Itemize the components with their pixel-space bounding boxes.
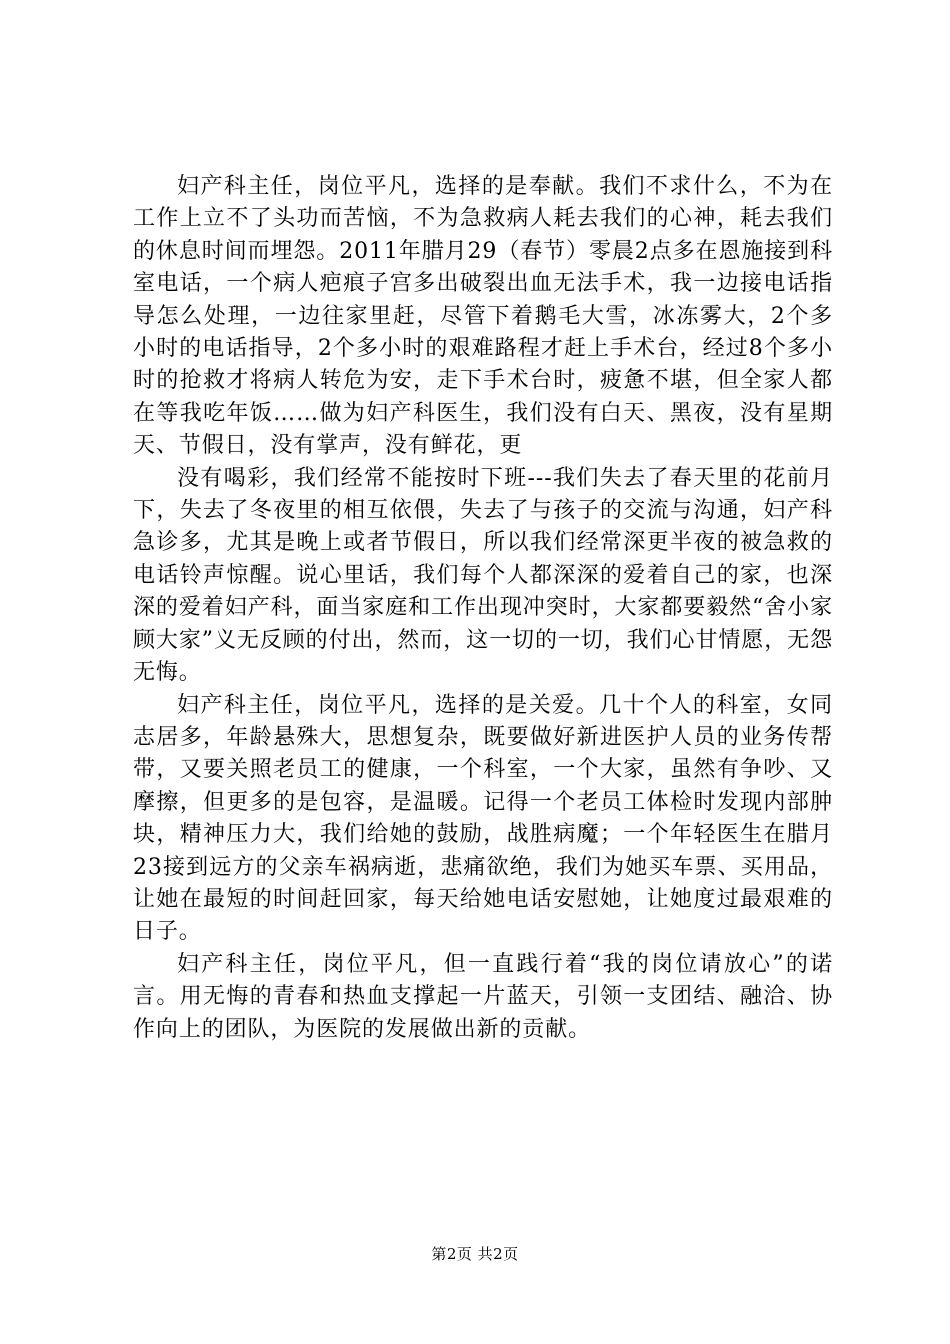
paragraph-1: 妇产科主任，岗位平凡，选择的是奉献。我们不求什么，不为在工作上立不了头功而苦恼，不为急救病人耗去我们的心神，耗去我们的休息时间而埋怨。2011年腊月29（春节）零晨2点多在恩施接到科室电话，一个病人疤痕子宫多出破裂出血无法手术，我一边接电话指导怎么处理，一边往家里赶，尽管下着鹅毛大雪，冰冻雾大，2个多小时的电话指导，2个多小时的艰难路程才赶上手术台，经过8个多小时的抢救才将病人转危为安，走下手术台时，疲惫不堪，但全家人都在等我吃年饭……做为妇产科医生，我们没有白天、黑夜，没有星期天、节假日，没有掌声，没有鲜花，更 <box>133 174 833 459</box>
paragraph-4: 妇产科主任，岗位平凡，但一直践行着“我的岗位请放心”的诺言。用无悔的青春和热血支撑起一片蓝天，引领一支团结、融洽、协作向上的团队，为医院的发展做出新的贡献。 <box>133 951 833 1042</box>
page-number-footer: 第2页 共2页 <box>431 1245 519 1263</box>
document-body <box>133 171 833 1046</box>
paragraph-2: 没有喝彩，我们经常不能按时下班---我们失去了春天里的花前月下，失去了冬夜里的相互依偎，失去了与孩子的交流与沟通，妇产科急诊多，尤其是晚上或者节假日，所以我们经常深更半夜的被急救的电话铃声惊醒。说心里话，我们每个人都深深的爱着自己的家，也深深的爱着妇产科，面当家庭和工作出现冲突时，大家都要毅然“舍小家顾大家”义无反顾的付出，然而，这一切的一切，我们心甘情愿，无怨无悔。 <box>133 465 833 686</box>
paragraph-3: 妇产科主任，岗位平凡，选择的是关爱。几十个人的科室，女同志居多，年龄悬殊大，思想复杂，既要做好新进医护人员的业务传帮带，又要关照老员工的健康，一个科室，一个大家，虽然有争吵、又摩擦，但更多的是包容，是温暖。记得一个老员工体检时发现内部肿块，精神压力大，我们给她的鼓励，战胜病魔；一个年轻医生在腊月23接到远方的父亲车祸病逝，悲痛欲绝，我们为她买车票、买用品，让她在最短的时间赶回家，每天给她电话安慰她，让她度过最艰难的日子。 <box>133 692 833 945</box>
